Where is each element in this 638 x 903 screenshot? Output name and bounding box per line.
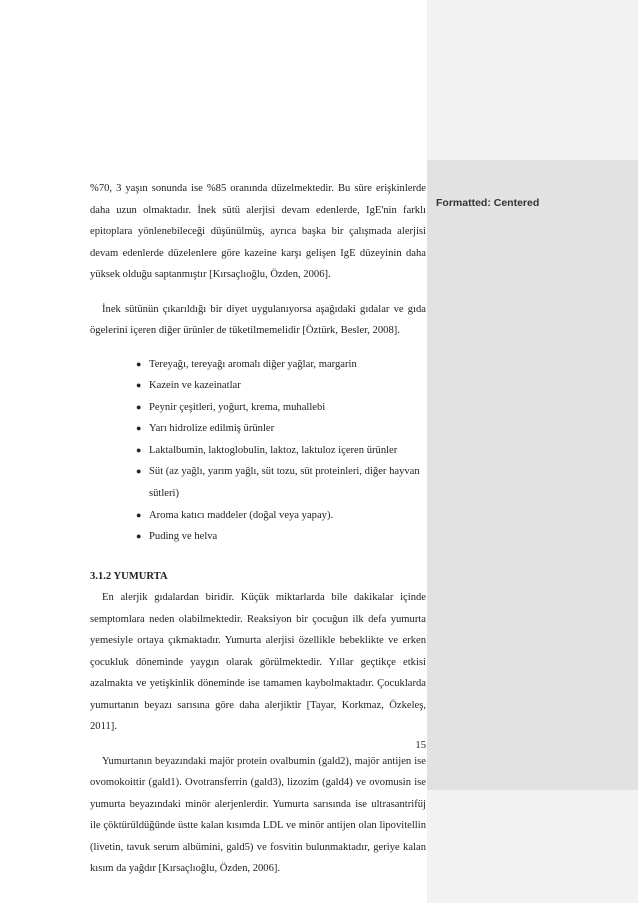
list-item-text: Tereyağı, tereyağı aromalı diğer yağlar, margarin (149, 358, 357, 370)
list-item-text: Laktalbumin, laktoglobulin, laktoz, laktuloz içeren ürünler (149, 444, 398, 456)
bullet-dot-icon: ● (136, 466, 142, 477)
list-item (136, 418, 426, 440)
list-item (136, 375, 426, 397)
paragraph-4: Yumurtanın beyazındaki majör protein ovalbumin (gald2), majör antijen ise ovomokoittir (gald1). Ovotransferrin (gald3), lizozim (gald4) ve ovomusin ise yumurta beyazındaki minör alerjenlerdir. Yumurta sarısında ise ultrasantrifüj ile çöktürüldüğünde üstte kalan kısımda LDL ve minör antijen olan lipovitellin (livetin, tavuk serum albümini, gald5) ve fosvitin bulunmaktadır, geriye kalan kısım da yağdır [Kırsaçlıoğlu, Özden, 2006]. (90, 755, 426, 875)
bullet-dot-icon: ● (136, 509, 142, 520)
bullet-dot-icon: ● (136, 444, 142, 455)
list-item (136, 505, 426, 527)
list-item (136, 461, 426, 504)
list-item (136, 526, 426, 548)
list-item-text: Aroma katıcı maddeler (doğal veya yapay). (149, 509, 334, 521)
bullet-dot-icon: ● (136, 423, 142, 434)
formatting-comment[interactable]: Formatted: Centered (436, 197, 540, 209)
section-heading: 3.1.2 YUMURTA (90, 570, 168, 582)
list-item-text: Puding ve helva (149, 531, 218, 543)
comment-balloon-area (427, 160, 638, 790)
list-item (136, 440, 426, 462)
list-item-text: Süt (az yağlı, yarım yağlı, süt tozu, süt proteinleri, diğer hayvan sütleri) (149, 466, 420, 500)
bullet-dot-icon: ● (136, 358, 142, 369)
paragraph-1: %70, 3 yaşın sonunda ise %85 oranında düzelmektedir. Bu süre erişkinlerde daha uzun olmaktadır. İnek sütü alerjisi devam edenlerde, IgE'nin farklı epitoplara yönlenebileceği düşünülmüş, ayrıca başka bir çalışmada alerjisi devam edenlerde düzelenlere göre kazeine karşı gelişen IgE düzeyinin daha yüksek olduğu saptanmıştır [Kırsaçlıoğlu, Özden, 2006]. (90, 183, 426, 280)
bullet-dot-icon: ● (136, 380, 142, 391)
list-item (136, 354, 426, 376)
list-item (136, 397, 426, 419)
list-item-text: Yarı hidrolize edilmiş ürünler (149, 423, 275, 435)
list-item-text: Peynir çeşitleri, yoğurt, krema, muhallebi (149, 401, 326, 413)
list-item-text: Kazein ve kazeinatlar (149, 380, 241, 392)
paragraph-2: İnek sütünün çıkarıldığı bir diyet uygulanıyorsa aşağıdaki gıdalar ve gıda ögelerini içeren diğer ürünler de tüketilmemelidir [Öztürk, Besler, 2008]. (90, 303, 426, 336)
paragraph-3: En alerjik gıdalardan biridir. Küçük miktarlarda bile dakikalar içinde semptomlara neden olabilmektedir. Reaksiyon bir çocuğun ilk defa yumurta yemesiyle ortaya çıkmaktadır. Yumurta alerjisi özellikle bebeklikte ve erken çocukluk döneminde yaygın olarak görülmektedir. Yıllar geçtikçe etkisi azalmakta ve yetişkinlik döneminde ise tamamen kaybolmaktadır. Çocuklarda yumurtanın beyazı sarısına göre daha alerjiktir [Tayar, Korkmaz, Özkeleş, 2011]. (90, 592, 426, 733)
bullet-dot-icon: ● (136, 401, 142, 412)
bullet-dot-icon: ● (136, 531, 142, 542)
body-text (90, 178, 426, 880)
bullet-list (90, 354, 426, 548)
page-number: 15 (415, 740, 426, 751)
